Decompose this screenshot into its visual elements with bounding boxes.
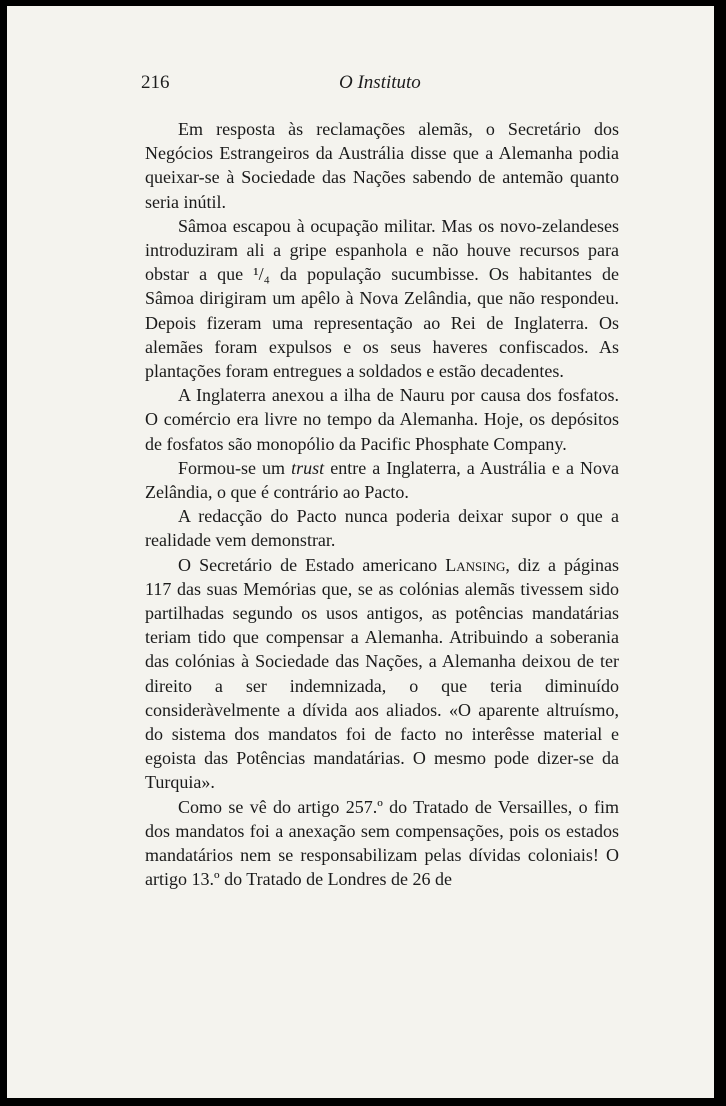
- book-page: [7, 6, 714, 1098]
- page-header: [141, 72, 621, 102]
- paragraph-4-start: Formou-se um: [178, 457, 292, 478]
- paragraph-6-start: O Secretário de Estado americano: [178, 554, 446, 575]
- body-text: [145, 117, 619, 892]
- paragraph-7: Como se vê do artigo 257.º do Tratado de Versailles, o fim dos mandatos foi a anexação sem compensações, pois os estados mandatários nem se responsabilizam pelas dívidas coloniais! O artigo 13.º do Tratado de Londres de 26 de: [145, 796, 619, 890]
- smallcaps-name-lansing: Lansing: [445, 554, 506, 575]
- paragraph-6-end: , diz a páginas 117 das suas Memórias que, se as colónias alemãs tivessem sido partilhadas segundo os usos antigos, as potências mandatárias teriam tido que compensar a Alemanha. Atribuindo a soberania das colónias à Sociedade das Nações, a Alemanha deixou de ter direito a ser indemnizada, o que teria diminuído consideràvelmente a dívida aos aliados. «O aparente altruísmo, do sistema dos mandatos foi de facto no interêsse material e egoista das Potências mandatárias. O mesmo pode dizer-se da Turquia».: [145, 554, 620, 793]
- paragraph-4: [145, 456, 619, 504]
- paragraph-4-end: entre a Inglaterra, a Austrália e a Nova Zelândia, o que é contrário ao Pacto.: [145, 457, 619, 503]
- paragraph-5: A redacção do Pacto nunca poderia deixar supor o que a realidade vem demonstrar.: [145, 506, 619, 551]
- paragraph-2: Sâmoa escapou à ocupação militar. Mas os novo-zelandeses introduziram ali a gripe espanhola e não houve recursos para obstar a que ¹/₄ da população sucumbisse. Os habitantes de Sâmoa dirigiram um apêlo à Nova Zelândia, que não respondeu. Depois fizeram uma representação ao Rei de Inglaterra. Os alemães foram expulsos e os seus haveres confiscados. As plantações foram entregues a soldados e estão decadentes.: [145, 215, 619, 382]
- paragraph-6: [145, 553, 619, 795]
- page-number: 216: [141, 72, 170, 93]
- paragraph-1: Em resposta às reclamações alemãs, o Secretário dos Negócios Estrangeiros da Austrália disse que a Alemanha podia queixar-se à Sociedade das Nações sabendo de antemão quanto seria inútil.: [145, 119, 619, 212]
- running-title: O Instituto: [339, 72, 421, 93]
- italic-term-trust: trust: [291, 457, 325, 478]
- paragraph-3: A Inglaterra anexou a ilha de Nauru por causa dos fosfatos. O comércio era livre no tempo da Alemanha. Hoje, os depósitos de fosfatos são monopólio da Pacific Phosphate Company.: [145, 385, 619, 454]
